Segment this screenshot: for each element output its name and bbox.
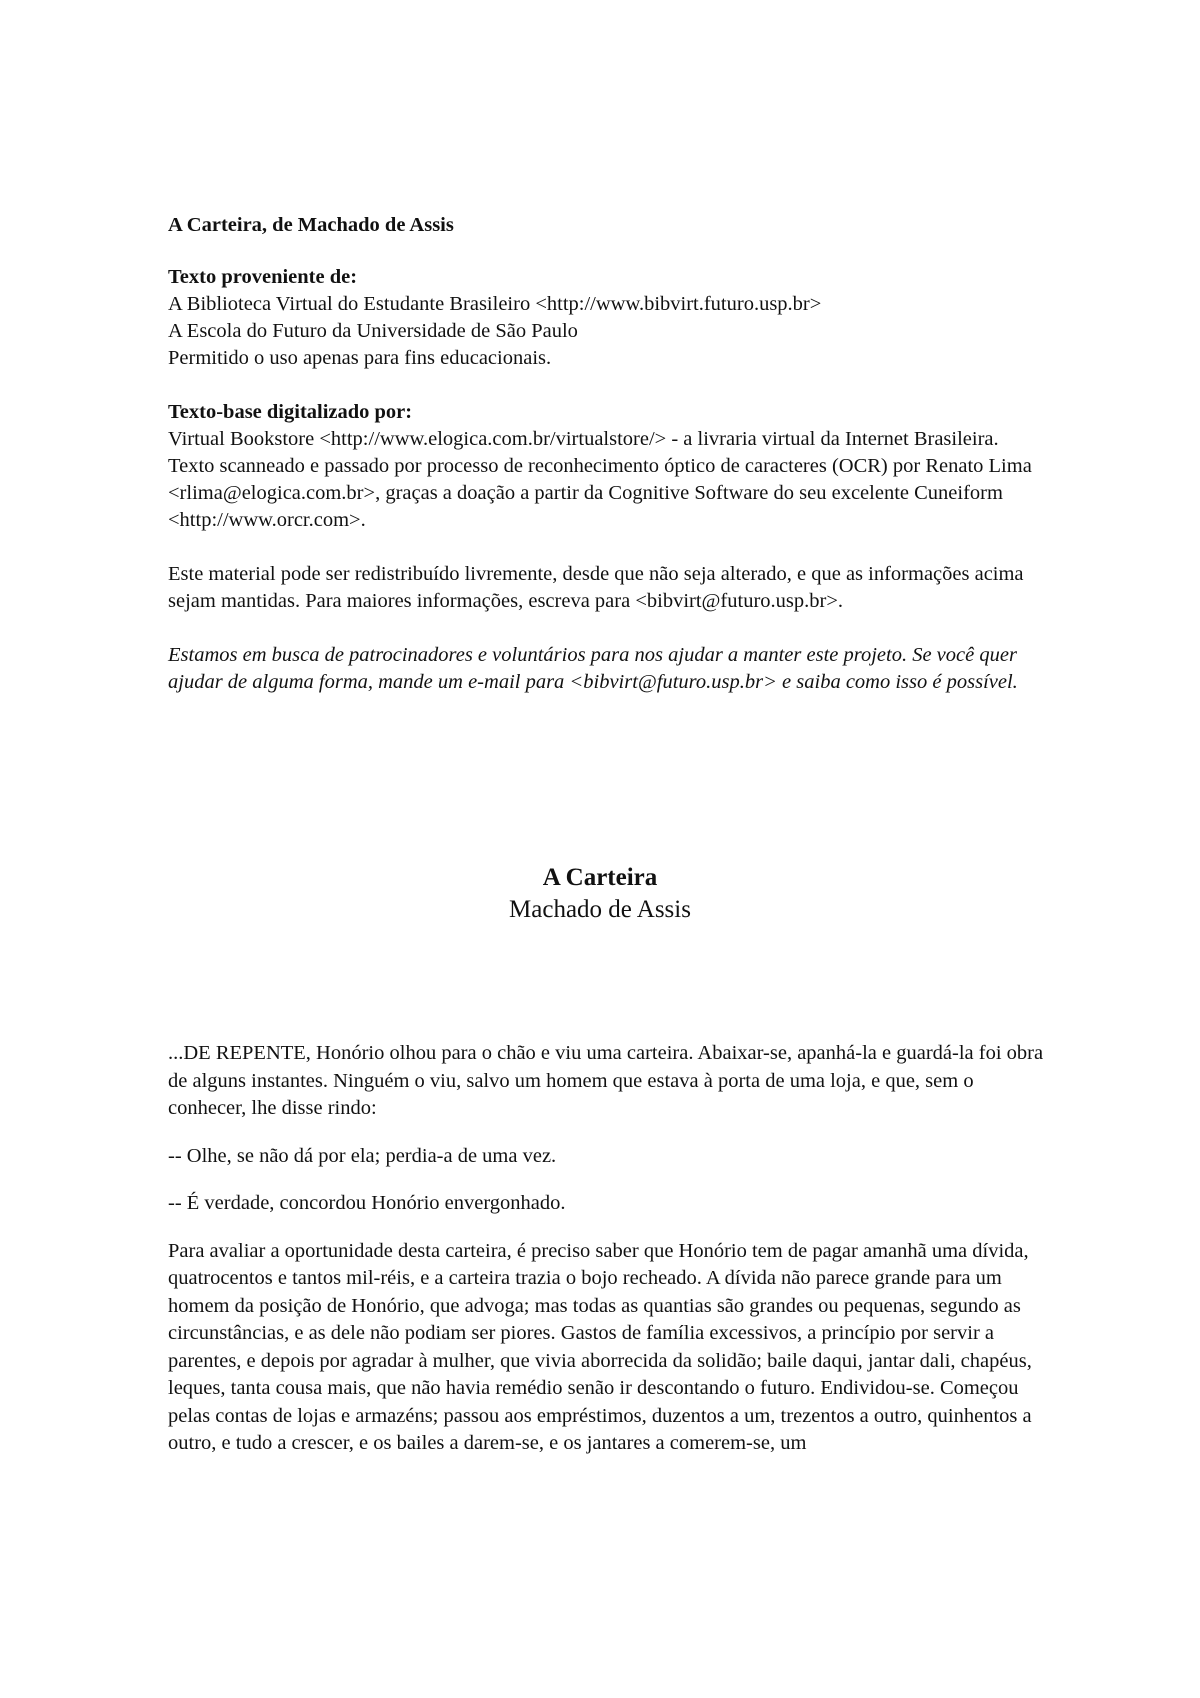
story-body [168,1040,1048,1478]
digitized-line-bookstore: Virtual Bookstore <http://www.elogica.com.br/virtualstore/> - a livraria virtual da Internet Brasileira. [168,428,999,450]
front-matter [168,212,1048,696]
redistribution-notice: Este material pode ser redistribuído livremente, desde que não seja alterado, e que as informações acima sejam mantidas. Para maiores informações, escreva para <bibvirt@futuro.usp.br>. [168,563,1024,612]
story-title: A Carteira [542,864,658,891]
source-line-school: A Escola do Futuro da Universidade de São Paulo [168,320,578,342]
source-heading: Texto proveniente de: [168,266,358,288]
story-header [0,862,1200,926]
document-title: A Carteira, de Machado de Assis [168,214,454,236]
digitized-section [168,399,1048,534]
story-paragraph: -- Olhe, se não dá por ela; perdia-a de uma vez. [168,1144,557,1167]
sponsor-note: Estamos em busca de patrocinadores e voluntários para nos ajudar a manter este projeto. Se você quer ajudar de alguma forma, mande um e-mail para <bibvirt@futuro.usp.br> e saiba como isso é possível. [168,644,1018,693]
digitized-line-ocr: Texto scanneado e passado por processo de reconhecimento óptico de caracteres (OCR) por Renato Lima <rlima@elogica.com.br>, graças a doação a partir da Cognitive Software do seu excelente Cuneiform <http://www.orcr.com>. [168,455,1032,531]
story-paragraph: Para avaliar a oportunidade desta carteira, é preciso saber que Honório tem de pagar amanhã uma dívida, quatrocentos e tantos mil-réis, e a carteira trazia o bojo recheado. A dívida não parece grande para um homem da posição de Honório, que advoga; mas todas as quantias são grandes ou pequenas, segundo as circunstâncias, e as dele não podiam ser piores. Gastos de família excessivos, a princípio por servir a parentes, e depois por agradar à mulher, que vivia aborrecida da solidão; baile daqui, jantar dali, chapéus, leques, tanta cousa mais, que não havia remédio senão ir descontando o futuro. Endividou-se. Começou pelas contas de lojas e armazéns; passou aos empréstimos, duzentos a um, trezentos a outro, quinhentos a outro, e tudo a crescer, e os bailes a darem-se, e os jantares a comerem-se, um [168,1239,1032,1454]
story-paragraph: -- É verdade, concordou Honório envergonhado. [168,1192,566,1214]
source-line-library: A Biblioteca Virtual do Estudante Brasileiro <http://www.bibvirt.futuro.usp.br> [168,293,822,315]
story-paragraph: ...DE REPENTE, Honório olhou para o chão e viu uma carteira. Abaixar-se, apanhá-la e guardá-la foi obra de alguns instantes. Ninguém o viu, salvo um homem que estava à porta de uma loja, e que, sem o conhecer, lhe disse rindo: [168,1042,1044,1119]
story-author: Machado de Assis [509,896,691,923]
source-section [168,264,1048,372]
source-line-permission: Permitido o uso apenas para fins educacionais. [168,347,552,369]
digitized-heading: Texto-base digitalizado por: [168,401,413,423]
